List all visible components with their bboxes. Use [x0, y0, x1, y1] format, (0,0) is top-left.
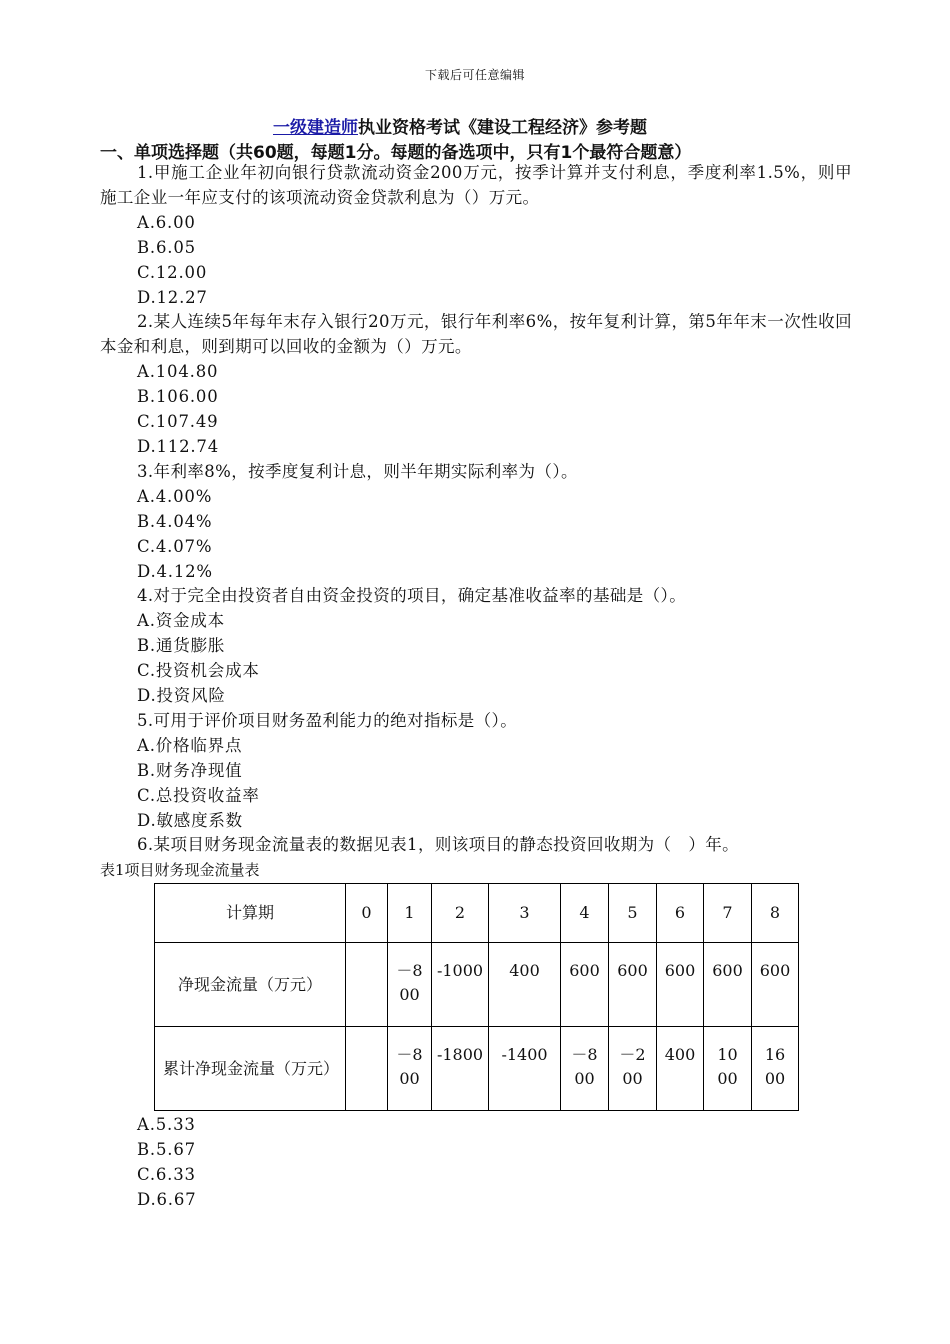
table-cell: -1800 [432, 1027, 489, 1111]
table-cell: 2 [432, 884, 489, 943]
page-header: 下载后可任意编辑 [424, 68, 525, 82]
question-text: 1.甲施工企业年初向银行贷款流动资金200万元，按季计算并支付利息，季度利率1.5%，则甲施工企业一年应支付的该项流动资金贷款利息为（）万元。 [100, 163, 852, 207]
option-c: C.总投资收益率 [137, 785, 260, 805]
table-cell [346, 943, 388, 1027]
table-row-label: 净现金流量（万元） [155, 943, 346, 1027]
option-c: C.投资机会成本 [137, 661, 260, 681]
table-cell: －800 [561, 1027, 609, 1111]
option-d: D.4.12% [137, 561, 213, 581]
table-cell: 1 [388, 884, 432, 943]
option-a: A.4.00% [137, 486, 213, 506]
table-cell: 5 [609, 884, 657, 943]
document-title [0, 113, 920, 138]
option-a: A.5.33 [137, 1115, 196, 1135]
section-heading: 一、单项选择题（共60题，每题1分。每题的备选项中，只有1个最符合题意） [100, 143, 692, 163]
question-text: 2.某人连续5年每年末存入银行20万元，银行年利率6%，按年复利计算，第5年年末一次性收回本金和利息，则到期可以回收的金额为（）万元。 [100, 312, 852, 357]
table-cell: 1000 [704, 1027, 752, 1111]
table-cell: 7 [704, 884, 752, 943]
table-cell [346, 1027, 388, 1111]
option-d: D.12.27 [137, 287, 208, 307]
option-d: D.敏感度系数 [137, 810, 243, 830]
table-cell: 4 [561, 884, 609, 943]
title-rest: 执业资格考试《建设工程经济》参考题 [358, 118, 647, 138]
table-row-label: 累计净现金流量（万元） [155, 1027, 346, 1111]
question-4 [100, 584, 852, 709]
table-cell: 400 [489, 943, 561, 1027]
table-cell: -1400 [489, 1027, 561, 1111]
question-list [100, 161, 852, 1213]
option-a: A.资金成本 [137, 611, 225, 631]
table-cell: －800 [388, 1027, 432, 1111]
question-text: 6.某项目财务现金流量表的数据见表1，则该项目的静态投资回收期为（ ）年。 [137, 835, 740, 855]
option-a: A.6.00 [137, 212, 196, 232]
option-a: A.104.80 [137, 362, 219, 382]
option-d: D.6.67 [137, 1190, 197, 1210]
table-row-label: 计算期 [155, 884, 346, 943]
option-d: D.112.74 [137, 436, 220, 456]
table-row-net-cash-flow [155, 943, 799, 1027]
question-3 [100, 460, 852, 585]
option-b: B.6.05 [137, 237, 196, 257]
option-b: B.4.04% [137, 511, 213, 531]
question-2 [100, 310, 852, 459]
title-link[interactable]: 一级建造师 [273, 118, 358, 138]
option-c: C.12.00 [137, 262, 208, 282]
question-text: 4.对于完全由投资者自由资金投资的项目，确定基准收益率的基础是（）。 [137, 586, 687, 606]
table-cell: 0 [346, 884, 388, 943]
option-b: B.106.00 [137, 387, 219, 407]
table-cell: 600 [704, 943, 752, 1027]
table-row-cumulative-cash-flow [155, 1027, 799, 1111]
question-5 [100, 709, 852, 834]
question-6 [100, 833, 852, 1213]
table-cell: 600 [609, 943, 657, 1027]
table-caption: 表1项目财务现金流量表 [100, 861, 260, 880]
table-cell: 3 [489, 884, 561, 943]
table-cell: 600 [657, 943, 704, 1027]
option-b: B.财务净现值 [137, 760, 243, 780]
table-cell: －200 [609, 1027, 657, 1111]
table-cell: 8 [752, 884, 799, 943]
option-b: B.5.67 [137, 1140, 196, 1160]
table-cell: 6 [657, 884, 704, 943]
cash-flow-table [154, 883, 799, 1111]
option-a: A.价格临界点 [137, 735, 243, 755]
table-row-period [155, 884, 799, 943]
option-c: C.6.33 [137, 1165, 196, 1185]
option-b: B.通货膨胀 [137, 636, 226, 656]
table-cell: 600 [561, 943, 609, 1027]
table-cell: －800 [388, 943, 432, 1027]
table-cell: 400 [657, 1027, 704, 1111]
table-cell: 1600 [752, 1027, 799, 1111]
table-cell: -1000 [432, 943, 489, 1027]
option-c: C.107.49 [137, 412, 219, 432]
question-text: 3.年利率8%，按季度复利计息，则半年期实际利率为（）。 [137, 461, 578, 481]
question-text: 5.可用于评价项目财务盈利能力的绝对指标是（）。 [137, 710, 518, 730]
question-1 [100, 161, 852, 310]
table-cell: 600 [752, 943, 799, 1027]
option-d: D.投资风险 [137, 686, 226, 706]
option-c: C.4.07% [137, 536, 213, 556]
